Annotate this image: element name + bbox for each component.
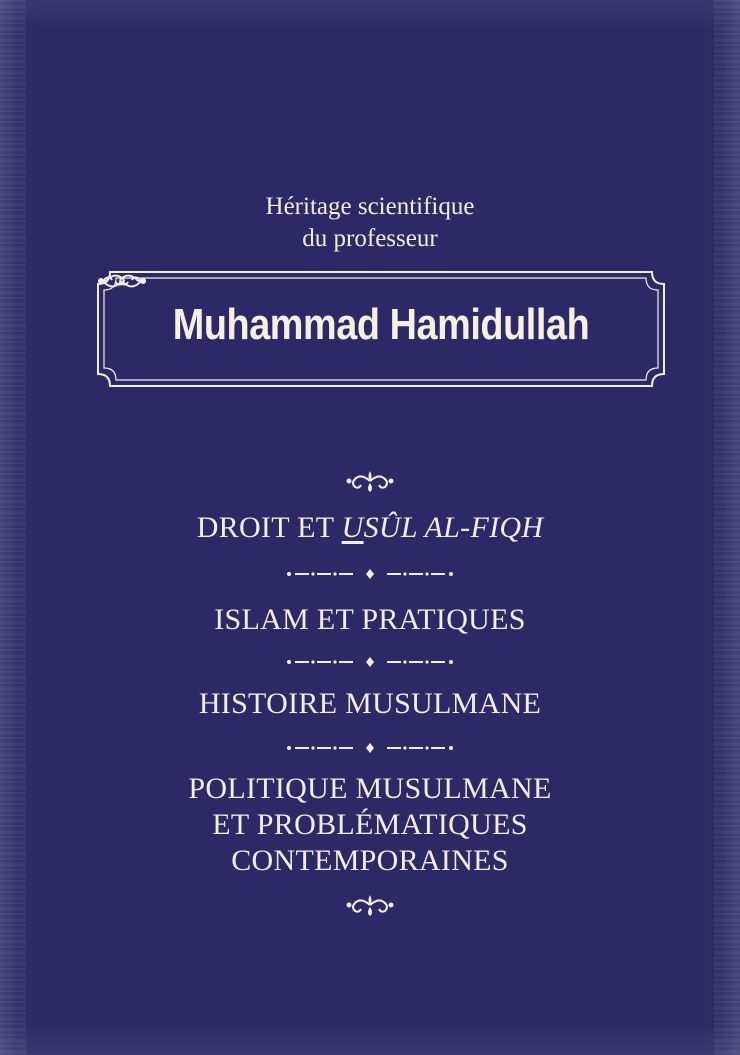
subtitle-line-2: du professeur	[302, 225, 438, 252]
dotted-divider-icon	[285, 742, 455, 754]
topic-usul-underlined-letter: U	[341, 511, 364, 544]
topic-usul-italic	[342, 511, 544, 544]
topic-usul-rest: SÛL AL-FIQH	[363, 511, 544, 544]
topic-droit-usul	[0, 510, 740, 546]
topic-islam-pratiques: ISLAM ET PRATIQUES	[214, 603, 526, 636]
topic-politique-line-1: POLITIQUE MUSULMANE	[188, 772, 552, 805]
dotted-divider-icon	[285, 656, 455, 668]
author-name: Muhammad Hamidullah	[172, 300, 590, 349]
scroll-ornament-icon	[96, 270, 148, 292]
fleuron-icon	[345, 893, 395, 917]
topic-politique-musulmane	[0, 771, 740, 879]
topic-politique-line-3: CONTEMPORAINES	[231, 844, 509, 877]
dotted-divider-icon	[285, 568, 455, 580]
fleuron-icon	[345, 469, 395, 493]
subtitle-line-1: Héritage scientifique	[265, 193, 475, 220]
topic-droit-prefix: DROIT ET	[196, 511, 342, 544]
topic-politique-line-2: ET PROBLÉMATIQUES	[212, 808, 528, 841]
topic-histoire-musulmane: HISTOIRE MUSULMANE	[198, 687, 542, 720]
author-name-frame	[96, 270, 666, 388]
